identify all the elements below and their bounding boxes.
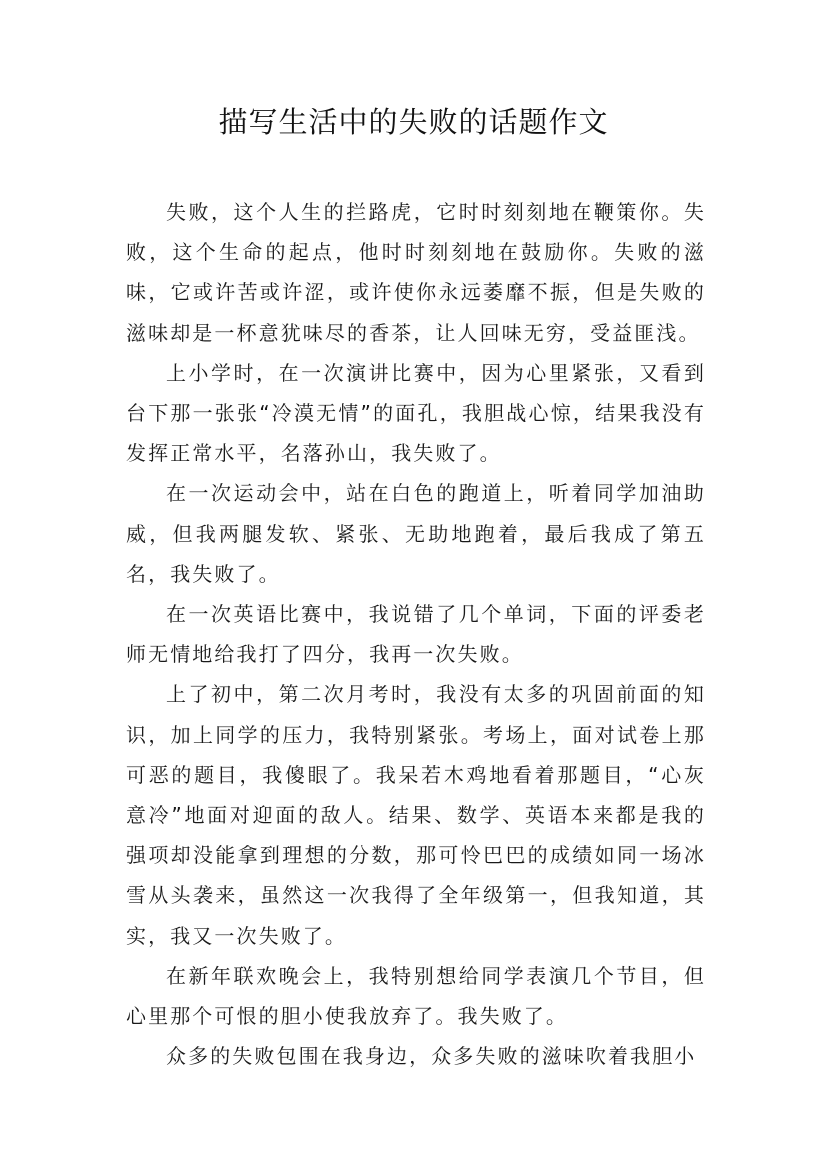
paragraph: 众多的失败包围在我身边，众多失败的滋味吹着我胆小 [166, 1044, 697, 1069]
paragraph: 上小学时，在一次演讲比赛中，因为心里紧张，又看到台下那一张张“冷漠无情”的面孔，我胆战心惊，结果我没有发挥正常水平，名落孙山，我失败了。 [126, 360, 706, 466]
paragraph: 在一次英语比赛中，我说错了几个单词，下面的评委老师无情地给我打了四分，我再一次失败。 [126, 602, 706, 667]
paragraph: 上了初中，第二次月考时，我没有太多的巩固前面的知识，加上同学的压力，我特别紧张。考场上，面对试卷上那可恶的题目，我傻眼了。我呆若木鸡地看着那题目，“心灰意冷”地面对迎面的敌人。结果、数学、英语本来都是我的强项却没能拿到理想的分数，那可怜巴巴的成绩如同一场冰雪从头袭来，虽然这一次我得了全年级第一，但我知道，其实，我又一次失败了。 [126, 682, 706, 948]
paragraph: 失败，这个人生的拦路虎，它时时刻刻地在鞭策你。失败，这个生命的起点，他时时刻刻地在鼓励你。失败的滋味，它或许苦或许涩，或许使你永远萎靡不振，但是失败的滋味却是一杯意犹味尽的香茶，让人回味无穷，受益匪浅。 [126, 200, 706, 345]
document-title: 描写生活中的失败的话题作文 [218, 105, 609, 139]
document-body [126, 192, 706, 1076]
paragraph: 在新年联欢晚会上，我特别想给同学表演几个节目，但心里那个可恨的胆小使我放弃了。我失败了。 [126, 963, 706, 1029]
paragraph: 在一次运动会中，站在白色的跑道上，听着同学加油助威，但我两腿发软、紧张、无助地跑着，最后我成了第五名，我失败了。 [126, 481, 706, 586]
